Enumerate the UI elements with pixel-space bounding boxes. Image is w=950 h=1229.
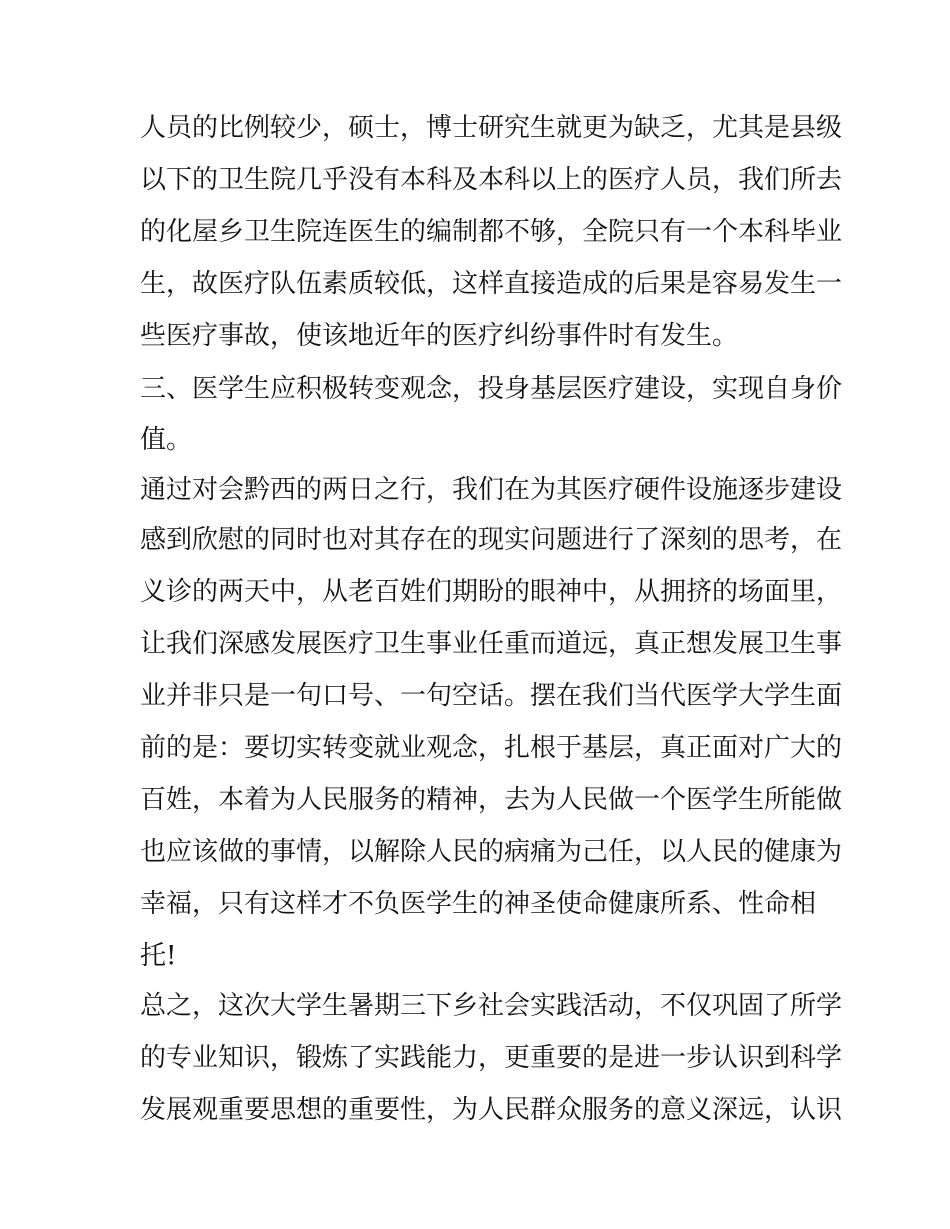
text-line: 人员的比例较少，硕士，博士研究生就更为缺乏，尤其是县级 xyxy=(140,113,843,143)
section-heading-cont: 值。 xyxy=(140,425,193,455)
text-line: 义诊的两天中，从老百姓们期盼的眼神中，从拥挤的场面里， xyxy=(140,577,843,607)
text-line: 托! xyxy=(140,941,177,971)
text-line: 以下的卫生院几乎没有本科及本科以上的医疗人员，我们所去 xyxy=(140,165,843,195)
text-line: 生，故医疗队伍素质较低，这样直接造成的后果是容易发生一 xyxy=(140,269,843,299)
text-line: 的专业知识，锻炼了实践能力，更重要的是进一步认识到科学 xyxy=(140,1043,843,1073)
text-line: 通过对会黔西的两日之行，我们在为其医疗硬件设施逐步建设 xyxy=(140,475,843,505)
text-line: 前的是：要切实转变就业观念，扎根于基层，真正面对广大的 xyxy=(140,733,843,763)
section-heading: 三、医学生应积极转变观念，投身基层医疗建设，实现自身价 xyxy=(140,374,843,404)
text-line: 发展观重要思想的重要性，为人民群众服务的意义深远，认识 xyxy=(140,1095,843,1125)
text-line: 总之，这次大学生暑期三下乡社会实践活动，不仅巩固了所学 xyxy=(140,991,843,1021)
text-line: 百姓，本着为人民服务的精神，去为人民做一个医学生所能做 xyxy=(140,785,843,815)
text-line: 也应该做的事情，以解除人民的病痛为己任，以人民的健康为 xyxy=(140,837,843,867)
text-line: 感到欣慰的同时也对其存在的现实问题进行了深刻的思考，在 xyxy=(140,525,843,555)
text-line: 业并非只是一句口号、一句空话。摆在我们当代医学大学生面 xyxy=(140,681,843,711)
text-line: 的化屋乡卫生院连医生的编制都不够，全院只有一个本科毕业 xyxy=(140,217,843,247)
text-line: 让我们深感发展医疗卫生事业任重而道远，真正想发展卫生事 xyxy=(140,629,843,659)
text-line: 些医疗事故，使该地近年的医疗纠纷事件时有发生。 xyxy=(140,321,739,351)
text-line: 幸福，只有这样才不负医学生的神圣使命健康所系、性命相 xyxy=(140,889,817,919)
